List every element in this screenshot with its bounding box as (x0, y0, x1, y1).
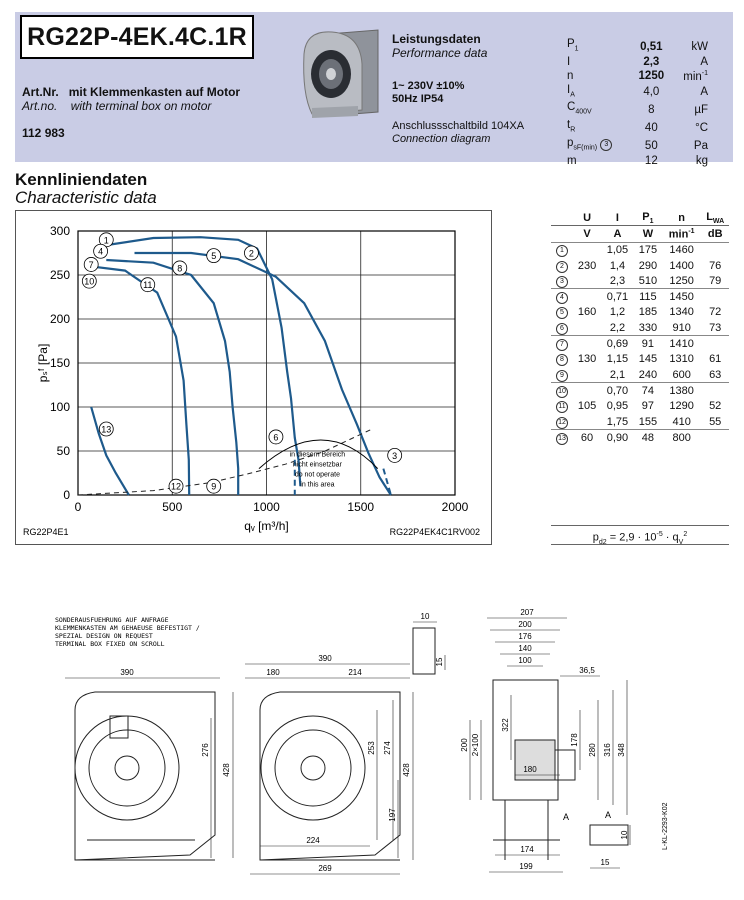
table-row: 3 2,3 510 1250 79 (551, 273, 729, 289)
dimension-drawing (15, 600, 730, 890)
drawing-note: SPEZIAL DESIGN ON REQUEST (55, 632, 153, 640)
dimension-label: 178 (570, 733, 579, 747)
curve-label: 9 (211, 481, 217, 492)
curve-label: 1 (103, 235, 109, 246)
dimension-label: 199 (519, 862, 533, 871)
table-row: 5 160 1,2 185 1340 72 (551, 305, 729, 320)
table-row: 1 1,05 175 1460 (551, 242, 729, 258)
model-title: RG22P-4EK.4C.1R (20, 15, 254, 59)
operating-points-table (551, 210, 729, 445)
area-note: in diesem Bereich (289, 451, 346, 459)
inlet-left (89, 730, 165, 806)
area-note: nicht einsetzbar (292, 461, 342, 469)
x-tick-label: 2000 (441, 500, 469, 514)
y-tick-label: 0 (63, 488, 70, 502)
dimension-label: 274 (383, 741, 392, 755)
article-number: 112 983 (22, 126, 65, 140)
y-axis-label: pₛᶠ [Pa] (36, 343, 50, 383)
curve-label: 4 (98, 246, 104, 257)
y-tick-label: 50 (56, 444, 70, 458)
section-marker: A (605, 810, 612, 820)
dimension-label: 280 (588, 743, 597, 757)
dimension-label: 224 (306, 836, 320, 845)
drawing-note: SONDERAUSFUEHRUNG AUF ANFRAGE (55, 616, 169, 624)
dimension-label: 316 (603, 743, 612, 757)
drawing-note: KLEMMENKASTEN AM GEHAEUSE BEFESTIGT / (55, 624, 200, 632)
table-row: 11 105 0,95 97 1290 52 (551, 399, 729, 414)
spec-row: n 1250 $\min^{-1}$ (567, 69, 708, 84)
curve-label: 8 (177, 263, 183, 274)
y-tick-label: 300 (49, 224, 70, 238)
x-axis-label: qᵥ [m³/h] (244, 519, 289, 533)
y-tick-label: 150 (49, 356, 70, 370)
connection-de: Anschlussschaltbild 104XA (392, 120, 525, 132)
drawing-number: L-KL-2293-K02 (662, 802, 669, 850)
curve-label: 3 (392, 450, 398, 461)
curve-label: 12 (171, 481, 182, 492)
table-row: 2 230 1,4 290 1400 76 (551, 258, 729, 273)
chart-footer-right: RG22P4EK4C1RV002 (389, 527, 480, 537)
spec-table (565, 38, 710, 167)
spec-row: $I_A$ 4,0 A (567, 83, 708, 99)
housing-mid (260, 692, 400, 860)
chart-footer-left: RG22P4E1 (23, 527, 69, 537)
dimension-label: 10 (620, 830, 629, 840)
dimension-label: 348 (617, 743, 626, 757)
article-label-de: Art.Nr. mit Klemmenkasten auf Motor (22, 85, 241, 99)
spec-row: $p_{sF(min)}$ 3 50 Pa (567, 137, 708, 152)
curve-label: 2 (248, 248, 254, 259)
dimension-label: 200 (460, 738, 469, 752)
dimension-label: 10 (420, 612, 430, 621)
curve-label: 10 (84, 276, 95, 287)
dimension-label: 15 (435, 657, 444, 667)
hub-mid (301, 756, 325, 780)
dimension-label: 276 (201, 743, 210, 757)
scroll-left (75, 716, 179, 820)
curve-label: 13 (101, 424, 112, 435)
spec-row: $t_R$ 40 °C (567, 119, 708, 134)
dimension-label: 200 (518, 620, 532, 629)
spec-row: $P_1$ 0,51 kW (567, 38, 708, 53)
x-tick-label: 1000 (253, 500, 280, 514)
table-row: 6 2,2 330 910 73 (551, 320, 729, 336)
frequency: 50Hz IP54 (392, 93, 444, 105)
curve-label: 7 (88, 259, 94, 270)
table-row: 4 0,71 115 1450 (551, 289, 729, 305)
spec-row: $C_{400V}$ 8 µF (567, 101, 708, 117)
hub-left (115, 756, 139, 780)
drawing-note: TERMINAL BOX FIXED ON SCROLL (55, 640, 165, 648)
motor (515, 740, 555, 780)
article-label-en: Art.no. with terminal box on motor (22, 99, 212, 113)
connection-en: Connection diagram (392, 133, 491, 145)
dimension-label: 140 (518, 644, 532, 653)
dimension-label: 428 (402, 763, 411, 777)
x-tick-label: 500 (162, 500, 183, 514)
table-row: 10 0,70 74 1380 (551, 383, 729, 399)
area-note: do not operate (294, 471, 340, 479)
section-marker: A (563, 812, 570, 822)
dimension-label: 253 (367, 741, 376, 755)
table-header: U I $P_1$ n $L_{WA}$ (583, 210, 725, 225)
inlet-mid (275, 730, 351, 806)
table-units: V A W $\min^{-1}$ dB (551, 226, 729, 242)
y-tick-label: 200 (49, 312, 70, 326)
perf-title-en: Performance data (392, 46, 488, 60)
table-row: 8 130 1,15 145 1310 61 (551, 352, 729, 367)
x-tick-label: 0 (74, 500, 82, 514)
dimension-label: 197 (388, 808, 397, 822)
table-row: 9 2,1 240 600 63 (551, 367, 729, 383)
dimension-label: 15 (600, 858, 610, 867)
area-note: in this area (300, 481, 335, 489)
y-tick-label: 100 (49, 400, 70, 414)
curve-7 (89, 266, 189, 495)
curve-label: 5 (211, 251, 217, 262)
dimension-label: 390 (318, 654, 332, 663)
perf-title-de: Leistungsdaten (392, 32, 481, 46)
terminal-box (110, 716, 128, 738)
housing-left (75, 692, 215, 860)
fan-product-image (298, 24, 384, 120)
dimension-label: 390 (120, 668, 134, 677)
voltage: 1~ 230V ±10% (392, 80, 465, 92)
formula: $p_{d2} = 2,9 \cdot 10^{-5} \cdot q_V^2$ (551, 525, 729, 545)
table-row: 7 0,69 91 1410 (551, 336, 729, 352)
dimension-label: 180 (266, 668, 280, 677)
dimension-label: 428 (222, 763, 231, 777)
section-title-de: Kennliniendaten (15, 170, 148, 189)
dimension-label: 2×100 (471, 733, 480, 757)
dimension-label: 176 (518, 632, 532, 641)
characteristic-chart (15, 210, 492, 545)
dimension-label: 207 (520, 608, 534, 617)
section-title-en: Characteristic data (15, 188, 157, 207)
dimension-label: 269 (318, 864, 332, 873)
dimension-label: 174 (520, 845, 534, 854)
dimension-label: 180 (523, 765, 537, 774)
x-tick-label: 1500 (347, 500, 375, 514)
dimension-label: 214 (348, 668, 362, 677)
curve-2 (135, 253, 391, 495)
dimension-label: 322 (501, 718, 510, 732)
table-row: 12 1,75 155 410 55 (551, 414, 729, 430)
curve-label: 6 (273, 432, 279, 443)
y-tick-label: 250 (49, 268, 70, 282)
dimension-label: 100 (518, 656, 532, 665)
table-row: 13 60 0,90 48 800 (551, 430, 729, 446)
spec-row: I 2,3 A (567, 55, 708, 68)
spec-row: m 12 kg (567, 154, 708, 167)
scroll-mid (261, 716, 365, 820)
curve-label: 11 (143, 280, 153, 291)
dimension-label: 36,5 (579, 666, 595, 675)
detail-flange (413, 628, 435, 674)
